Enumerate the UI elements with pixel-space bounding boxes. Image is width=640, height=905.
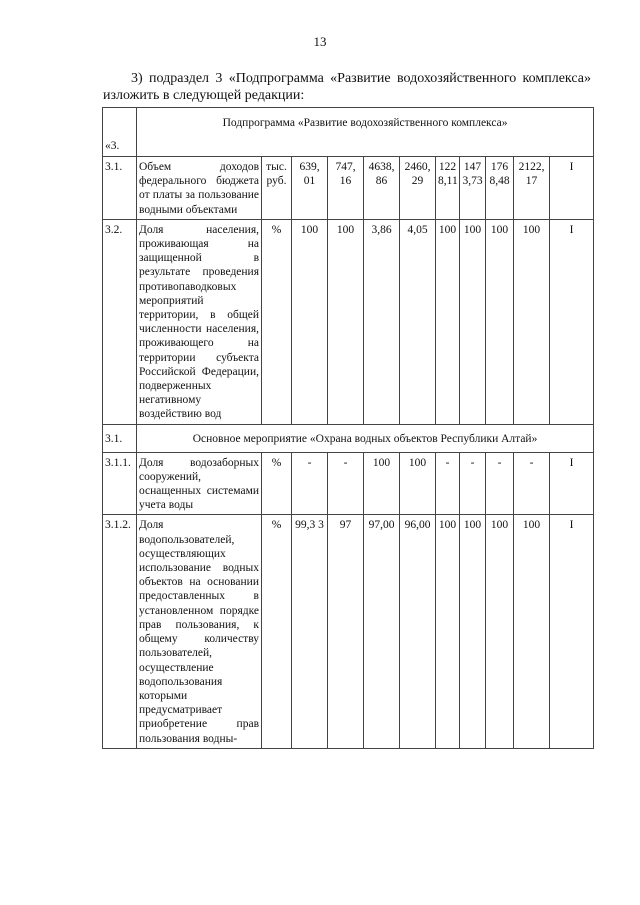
indicator-value: 100 <box>292 219 328 424</box>
indicator-value: 2122, 17 <box>514 157 550 220</box>
indicator-value: 100 <box>514 219 550 424</box>
indicator-value: 97 <box>328 515 364 748</box>
main-activity-code: 3.1. <box>103 424 137 452</box>
indicator-value: - <box>514 452 550 515</box>
table-row <box>103 452 594 515</box>
indicator-value: 100 <box>486 219 514 424</box>
indicator-last: I <box>550 157 594 220</box>
indicator-code: 3.1.1. <box>103 452 137 515</box>
indicator-value: 100 <box>328 219 364 424</box>
indicator-value: - <box>328 452 364 515</box>
indicator-last: I <box>550 219 594 424</box>
indicator-value: 4638, 86 <box>364 157 400 220</box>
indicator-last: I <box>550 515 594 748</box>
indicator-value: 100 <box>436 219 460 424</box>
indicator-value: 96,00 <box>400 515 436 748</box>
page-number: 13 <box>313 34 327 49</box>
indicator-name: Доля водозаборных сооружений, оснащенных системами учета воды <box>137 452 262 515</box>
subprogram-title: Подпрограмма «Развитие водохозяйственного комплекса» <box>137 108 594 157</box>
indicator-value: - <box>292 452 328 515</box>
indicator-value: 100 <box>400 452 436 515</box>
indicator-code: 3.2. <box>103 219 137 424</box>
indicator-value: 100 <box>514 515 550 748</box>
indicator-value: 100 <box>436 515 460 748</box>
subprogram-code: «3. <box>103 108 137 157</box>
indicator-name: Объем доходов федерального бюджета от платы за пользование водными объектами <box>137 157 262 220</box>
intro-paragraph: 3) подраздел 3 «Подпрограмма «Развитие водохозяйственного комплекса» изложить в следующей редакции: <box>103 71 591 103</box>
indicator-value: 747, 16 <box>328 157 364 220</box>
indicator-unit: % <box>262 219 292 424</box>
table-row <box>103 219 594 424</box>
indicator-value: 100 <box>364 452 400 515</box>
indicator-last: I <box>550 452 594 515</box>
indicator-value: 99,3 3 <box>292 515 328 748</box>
indicator-value: 100 <box>460 515 486 748</box>
indicator-value: 176 8,48 <box>486 157 514 220</box>
indicators-table <box>102 107 594 749</box>
indicator-name: Доля населения, проживающая на защищенной в результате проведения противопаводковых мероприятий территории, в общей численности населения, проживающего на территории субъекта Российской Федерации, подверженных негативному воздействию вод <box>137 219 262 424</box>
table-row <box>103 515 594 748</box>
indicator-value: 3,86 <box>364 219 400 424</box>
main-activity-header-row <box>103 424 594 452</box>
indicator-value: - <box>436 452 460 515</box>
subprogram-header-row <box>103 108 594 157</box>
table-row <box>103 157 594 220</box>
indicator-value: 2460, 29 <box>400 157 436 220</box>
indicator-value: 147 3,73 <box>460 157 486 220</box>
indicator-value: 4,05 <box>400 219 436 424</box>
indicator-value: 100 <box>486 515 514 748</box>
indicator-unit: тыс. руб. <box>262 157 292 220</box>
main-activity-title: Основное мероприятие «Охрана водных объектов Республики Алтай» <box>137 424 594 452</box>
indicator-value: 122 8,11 <box>436 157 460 220</box>
indicator-code: 3.1. <box>103 157 137 220</box>
table-body <box>103 108 594 749</box>
indicator-name: Доля водопользователей, осуществляющих использование водных объектов на основании предоставленных в установленном порядке прав пользования, к общему количеству пользователей, осуществление водопользования которыми предусматривает приобретение прав пользования водны- <box>137 515 262 748</box>
indicator-value: 639, 01 <box>292 157 328 220</box>
indicator-value: - <box>486 452 514 515</box>
indicator-value: 97,00 <box>364 515 400 748</box>
indicator-unit: % <box>262 452 292 515</box>
indicator-code: 3.1.2. <box>103 515 137 748</box>
indicator-unit: % <box>262 515 292 748</box>
indicator-value: 100 <box>460 219 486 424</box>
indicator-value: - <box>460 452 486 515</box>
